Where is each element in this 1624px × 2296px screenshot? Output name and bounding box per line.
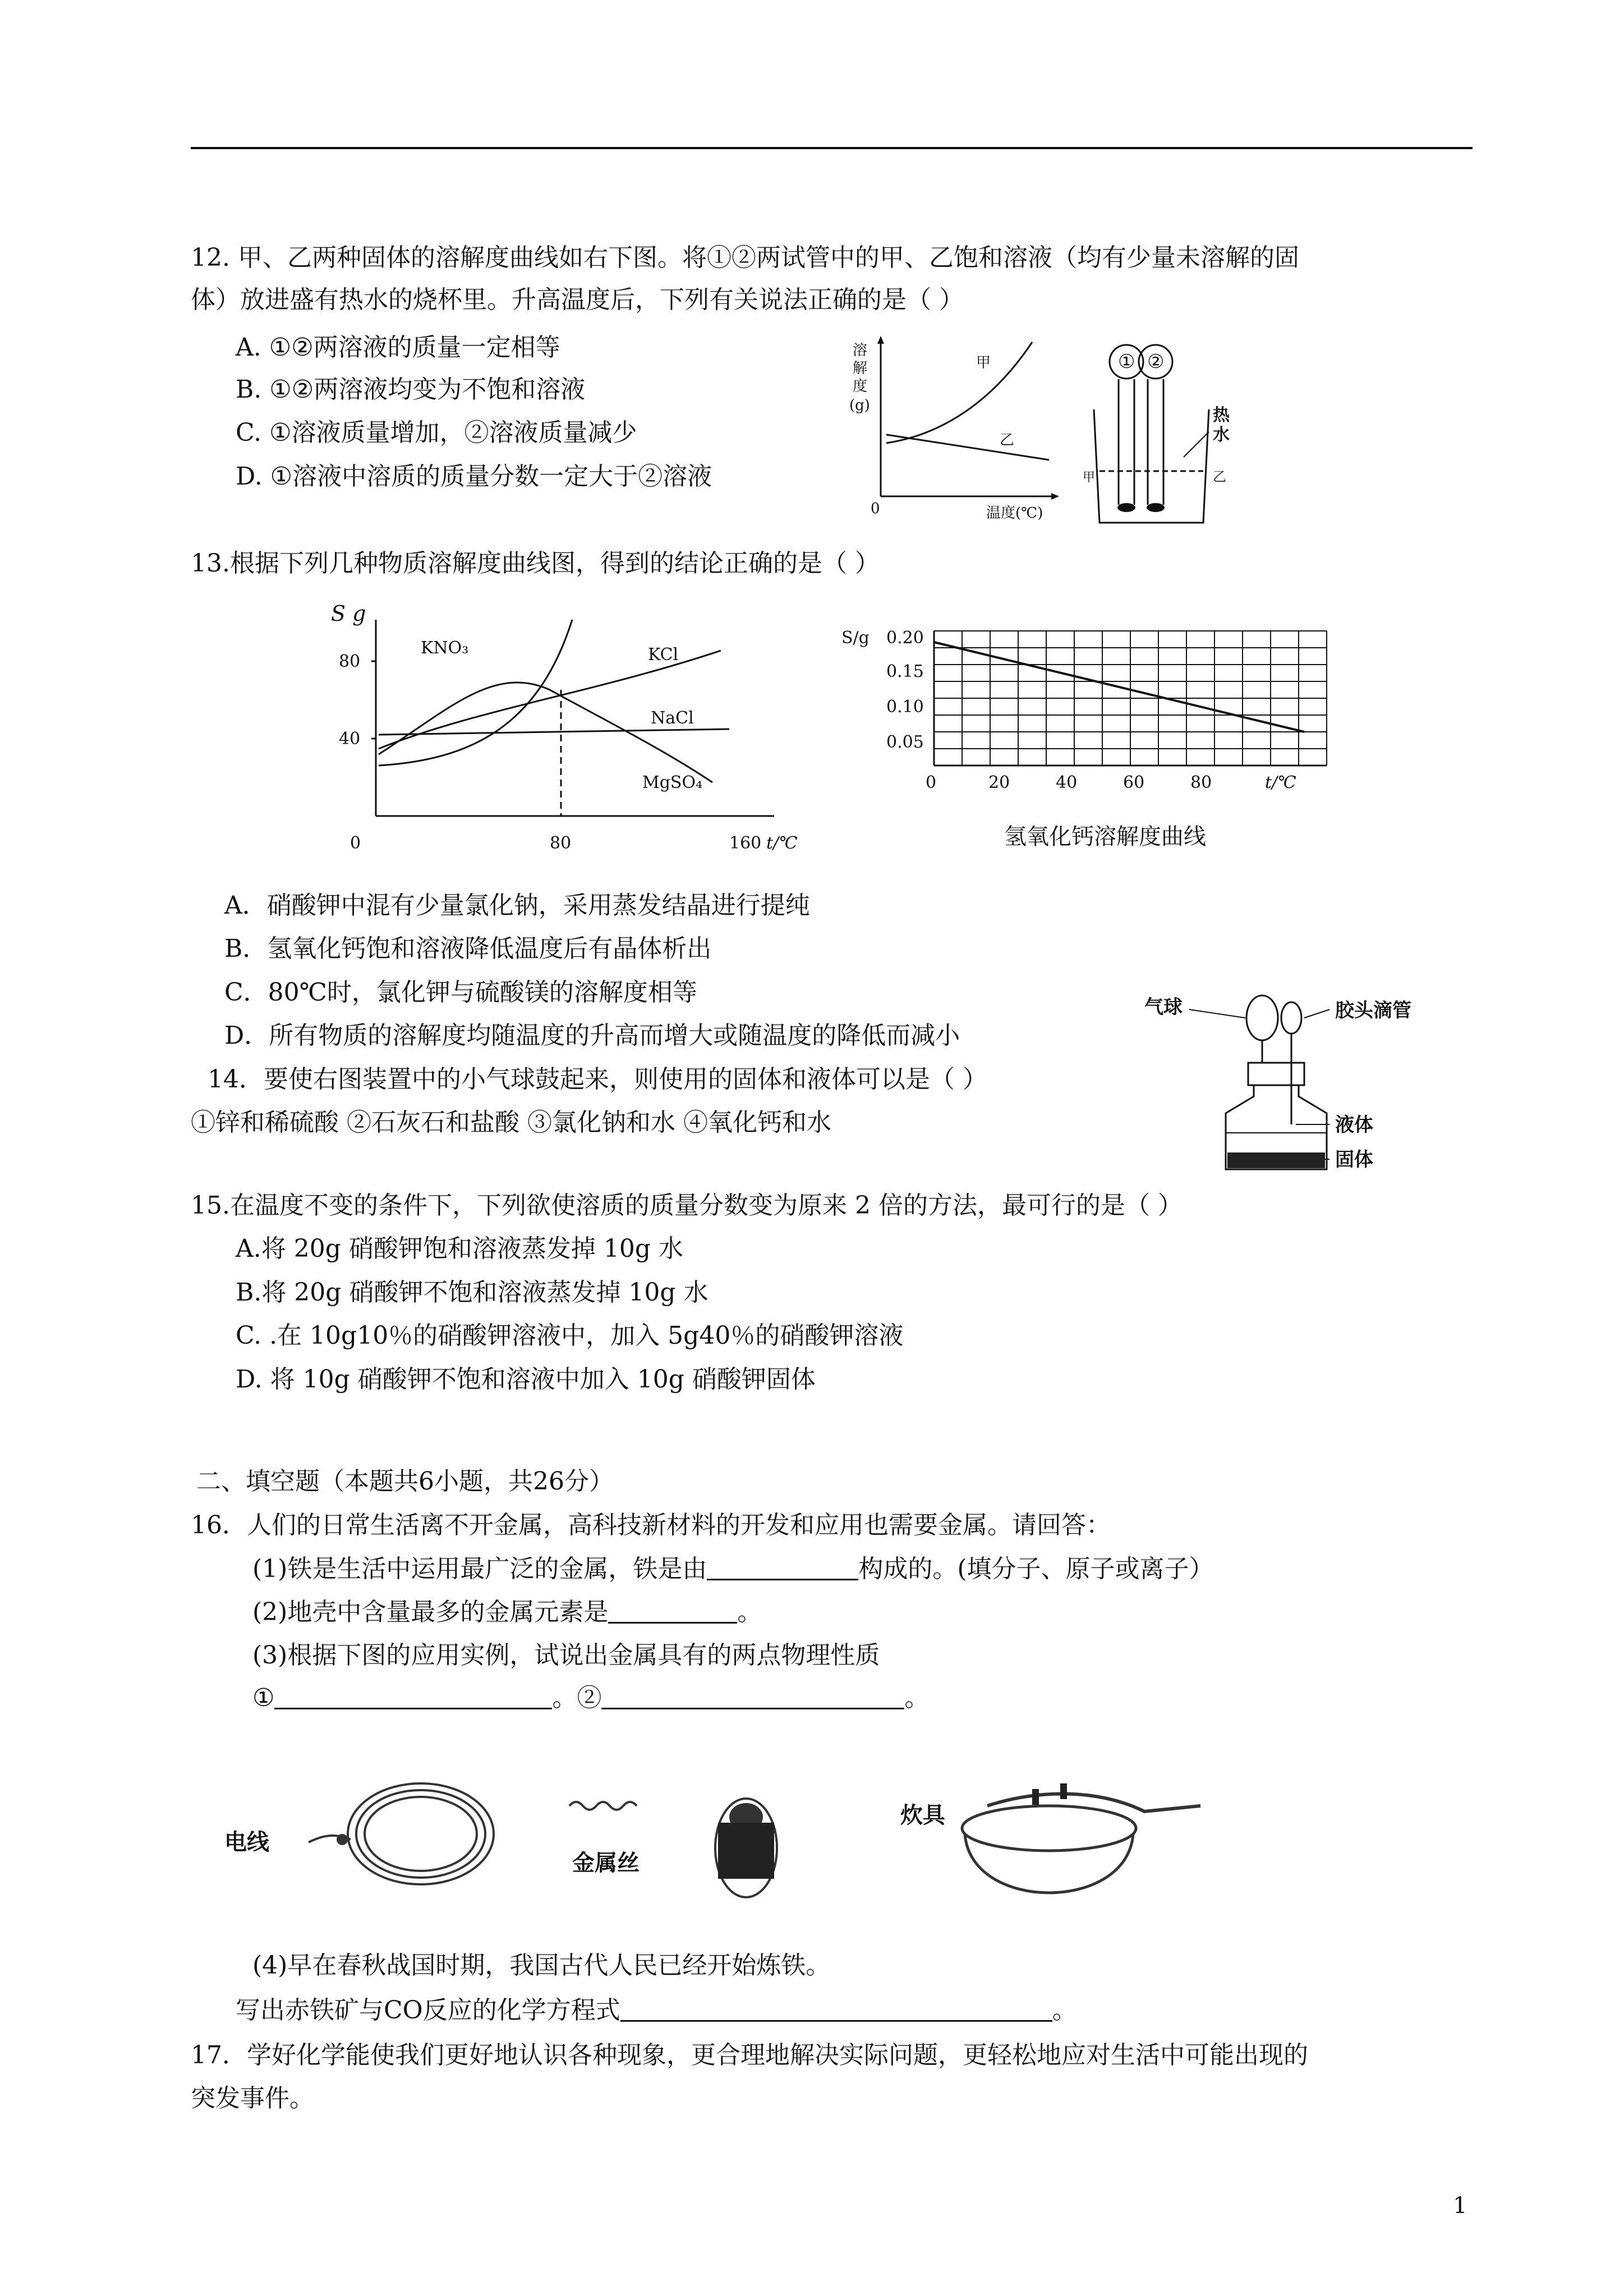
q13-stem: 13.根据下列几种物质溶解度曲线图，得到的结论正确的是（ ）	[191, 549, 880, 578]
q16-part3-circle2: 。②	[552, 1684, 602, 1712]
q12-stem-line2: 体）放进盛有热水的烧杯里。升高温度后，下列有关说法正确的是（ ）	[191, 285, 964, 314]
q13r-xtick-label-20: 20	[988, 773, 1010, 792]
q12-solubility-graph	[841, 334, 1077, 527]
q16-part2-text-b: 。	[737, 1598, 762, 1626]
q12-tube1-label: ①	[1118, 351, 1135, 373]
q16-wire-coil-1	[348, 1783, 494, 1884]
section2-title: 二、填空题（本题共6小题，共26分）	[196, 1467, 614, 1496]
q16-wire-label: 电线	[224, 1829, 269, 1855]
q12-option-c: C. ①溶液质量增加，②溶液质量减少	[236, 418, 637, 447]
q13-chart-left	[325, 597, 808, 866]
q12-beaker-diagram	[1083, 336, 1251, 530]
q12-option-a: A. ①②两溶液的质量一定相等	[236, 333, 560, 362]
q14-choices: ①锌和稀硫酸 ②石灰石和盐酸 ③氯化钠和水 ④氧化钙和水	[191, 1108, 831, 1137]
q16-part3-answers	[252, 1681, 929, 1715]
q12-tube1-solid	[1117, 503, 1135, 512]
q16-wire-coil-3	[365, 1797, 477, 1871]
q12-tube2-label: ②	[1147, 351, 1165, 373]
q14-dropper-bulb	[1281, 1002, 1301, 1034]
q14-balloon-pointer	[1189, 1009, 1245, 1018]
q16-part3-circle1: ①	[252, 1684, 275, 1712]
q14-balloon	[1246, 995, 1278, 1040]
header-rule	[191, 147, 1473, 149]
q16-part3-blank1[interactable]	[274, 1684, 552, 1709]
q16-metal-wire-coil	[569, 1802, 637, 1810]
q12-hot-water-label-1: 热	[1213, 405, 1230, 425]
q13r-ylabel: S/g	[841, 628, 869, 648]
q12-x-arrow	[1051, 493, 1059, 500]
q13l-kcl-label: KCl	[648, 645, 679, 665]
q13l-mgso4-label: MgSO₄	[642, 773, 703, 792]
q15-option-b: B.将 20g 硝酸钾不饱和溶液蒸发掉 10g 水	[236, 1278, 709, 1307]
q12-ylabel-1: 溶	[853, 342, 868, 359]
q12-ylabel-4: (g)	[849, 397, 870, 414]
q16-part1-text-b: 构成的。(填分子、原子或离子）	[858, 1555, 1214, 1583]
q13r-ytick-label-0.05: 0.05	[886, 732, 924, 752]
q13r-grid	[934, 631, 1327, 766]
q16-part3-end: 。	[904, 1684, 930, 1712]
q14-balloon-label: 气球	[1144, 996, 1183, 1018]
q13r-xunit: t/℃	[1265, 773, 1296, 792]
q14-stem: 14．要使右图装置中的小气球鼓起来，则使用的固体和液体可以是（ ）	[208, 1065, 987, 1094]
q12-xlabel: 温度(℃)	[986, 505, 1043, 522]
q12-ylabel-2: 解	[853, 360, 868, 377]
q16-application-images	[224, 1750, 1212, 1918]
q13l-nacl-label: NaCl	[651, 708, 694, 728]
q15-option-d: D. 将 10g 硝酸钾不饱和溶液中加入 10g 硝酸钾固体	[236, 1365, 816, 1394]
q14-dropper-label: 胶头滴管	[1335, 999, 1411, 1022]
q16-cookware-label: 炊具	[900, 1802, 945, 1828]
q16-part1-text-a: (1)铁是生活中运用最广泛的金属，铁是由	[252, 1555, 707, 1583]
q16-cooker-lid	[962, 1806, 1136, 1851]
q13-option-a: A．硝酸钾中混有少量氯化钠，采用蒸发结晶进行提纯	[224, 891, 810, 920]
q14-solid-layer	[1227, 1152, 1325, 1168]
page-number: 1	[1453, 2193, 1467, 2219]
q13r-ytick-label-0.10: 0.10	[886, 697, 924, 717]
q12-hot-water-pointer	[1184, 432, 1209, 457]
q12-y-arrow	[877, 336, 884, 344]
q13l-xtick-label-80: 80	[550, 833, 572, 853]
q13r-caption: 氢氧化钙溶解度曲线	[1004, 824, 1206, 850]
q12-stem-line1: 12. 甲、乙两种固体的溶解度曲线如右下图。将①②两试管中的甲、乙饱和溶液（均有少量未溶解的固	[191, 243, 1299, 272]
q12-beaker-right-label: 乙	[1213, 469, 1226, 485]
q14-liquid-label: 液体	[1335, 1114, 1373, 1136]
q17-line2: 突发事件。	[191, 2084, 314, 2113]
q16-part3-blank2[interactable]	[601, 1684, 904, 1709]
q16-stem: 16．人们的日常生活离不开金属，高科技新材料的开发和应用也需要金属。请回答：	[191, 1511, 1111, 1539]
q12-curve-a	[886, 342, 1032, 443]
q14-stopper	[1248, 1063, 1304, 1085]
q16-plug	[337, 1834, 348, 1845]
q16-part4: (4)早在春秋战国时期，我国古代人民已经开始炼铁。	[252, 1951, 831, 1980]
q13l-xunit: t/℃	[766, 833, 798, 853]
q14-solid-label: 固体	[1335, 1149, 1373, 1171]
q16-cooker-valve-2	[1060, 1783, 1067, 1799]
q16-part4-equation	[236, 1994, 1077, 2027]
q13-option-c: C．80℃时，氯化钾与硫酸镁的溶解度相等	[224, 978, 697, 1007]
q12-option-d: D. ①溶液中溶质的质量分数一定大于②溶液	[236, 462, 712, 491]
q13r-ytick-label-0.15: 0.15	[886, 662, 924, 681]
q13r-xtick-label-40: 40	[1056, 773, 1078, 792]
q13-chart-right	[830, 620, 1329, 878]
q12-beaker-left-label: 甲	[1083, 471, 1096, 485]
q13r-xtick-label-60: 60	[1123, 773, 1145, 792]
q12-curve-b	[886, 435, 1049, 460]
q16-metal-wire-label: 金属丝	[572, 1850, 640, 1876]
q16-part1	[252, 1552, 1214, 1586]
q17-line1: 17．学好化学能使我们更好地认识各种现象，更合理地解决实际问题，更轻松地应对生活中可能出现的	[191, 2041, 1308, 2069]
q12-ylabel-3: 度	[853, 378, 868, 395]
q16-part4-eq-end: 。	[1052, 1996, 1077, 2025]
q16-part2-blank[interactable]	[608, 1598, 737, 1624]
q13-option-b: B．氢氧化钙饱和溶液降低温度后有晶体析出	[224, 934, 712, 963]
q13l-ytick-label-80: 80	[339, 652, 361, 671]
q13l-kno3-label: KNO₃	[421, 638, 469, 658]
q13l-ylabel: S g	[331, 601, 366, 626]
q13l-xtick-label-160: 160	[729, 833, 762, 853]
q16-cooker-body	[965, 1834, 1133, 1893]
q16-wire-coil-2	[356, 1790, 485, 1878]
q16-part4-blank[interactable]	[620, 1997, 1052, 2022]
q13l-xtick-label-0: 0	[350, 833, 361, 853]
q13r-xtick-label-80: 80	[1190, 773, 1212, 792]
q14-dropper-pointer	[1304, 1009, 1329, 1018]
q12-curve-a-label: 甲	[976, 354, 991, 371]
q15-stem: 15.在温度不变的条件下，下列欲使溶质的质量分数变为原来 2 倍的方法，最可行的是（ ）	[191, 1191, 1183, 1220]
q16-part1-blank[interactable]	[707, 1555, 858, 1580]
q16-cooker-valve-1	[1032, 1789, 1039, 1805]
q12-curve-b-label: 乙	[1000, 432, 1015, 449]
q15-option-c: C. .在 10g10％的硝酸钾溶液中，加入 5g40％的硝酸钾溶液	[236, 1321, 904, 1350]
q16-part3: (3)根据下图的应用实例，试说出金属具有的两点物理性质	[252, 1641, 880, 1670]
q13-option-d: D．所有物质的溶解度均随温度的升高而增大或随温度的降低而减小	[224, 1021, 960, 1050]
q13r-ytick-label-0.20: 0.20	[886, 628, 924, 648]
q16-part2	[252, 1596, 762, 1629]
q16-part4-eq-text: 写出赤铁矿与CO反应的化学方程式	[236, 1996, 620, 2025]
q14-apparatus-diagram	[1144, 984, 1459, 1181]
q13r-xtick-label-0: 0	[926, 773, 937, 792]
q16-spool-body	[718, 1823, 774, 1879]
q15-option-a: A.将 20g 硝酸钾饱和溶液蒸发掉 10g 水	[236, 1234, 684, 1263]
q12-origin: 0	[871, 500, 880, 517]
q13l-ytick-label-40: 40	[339, 729, 361, 749]
q16-part2-text-a: (2)地壳中含量最多的金属元素是	[252, 1598, 609, 1626]
q12-option-b: B. ①②两溶液均变为不饱和溶液	[236, 375, 586, 404]
q12-tube2-solid	[1147, 503, 1165, 512]
q12-hot-water-label-2: 水	[1213, 425, 1230, 445]
